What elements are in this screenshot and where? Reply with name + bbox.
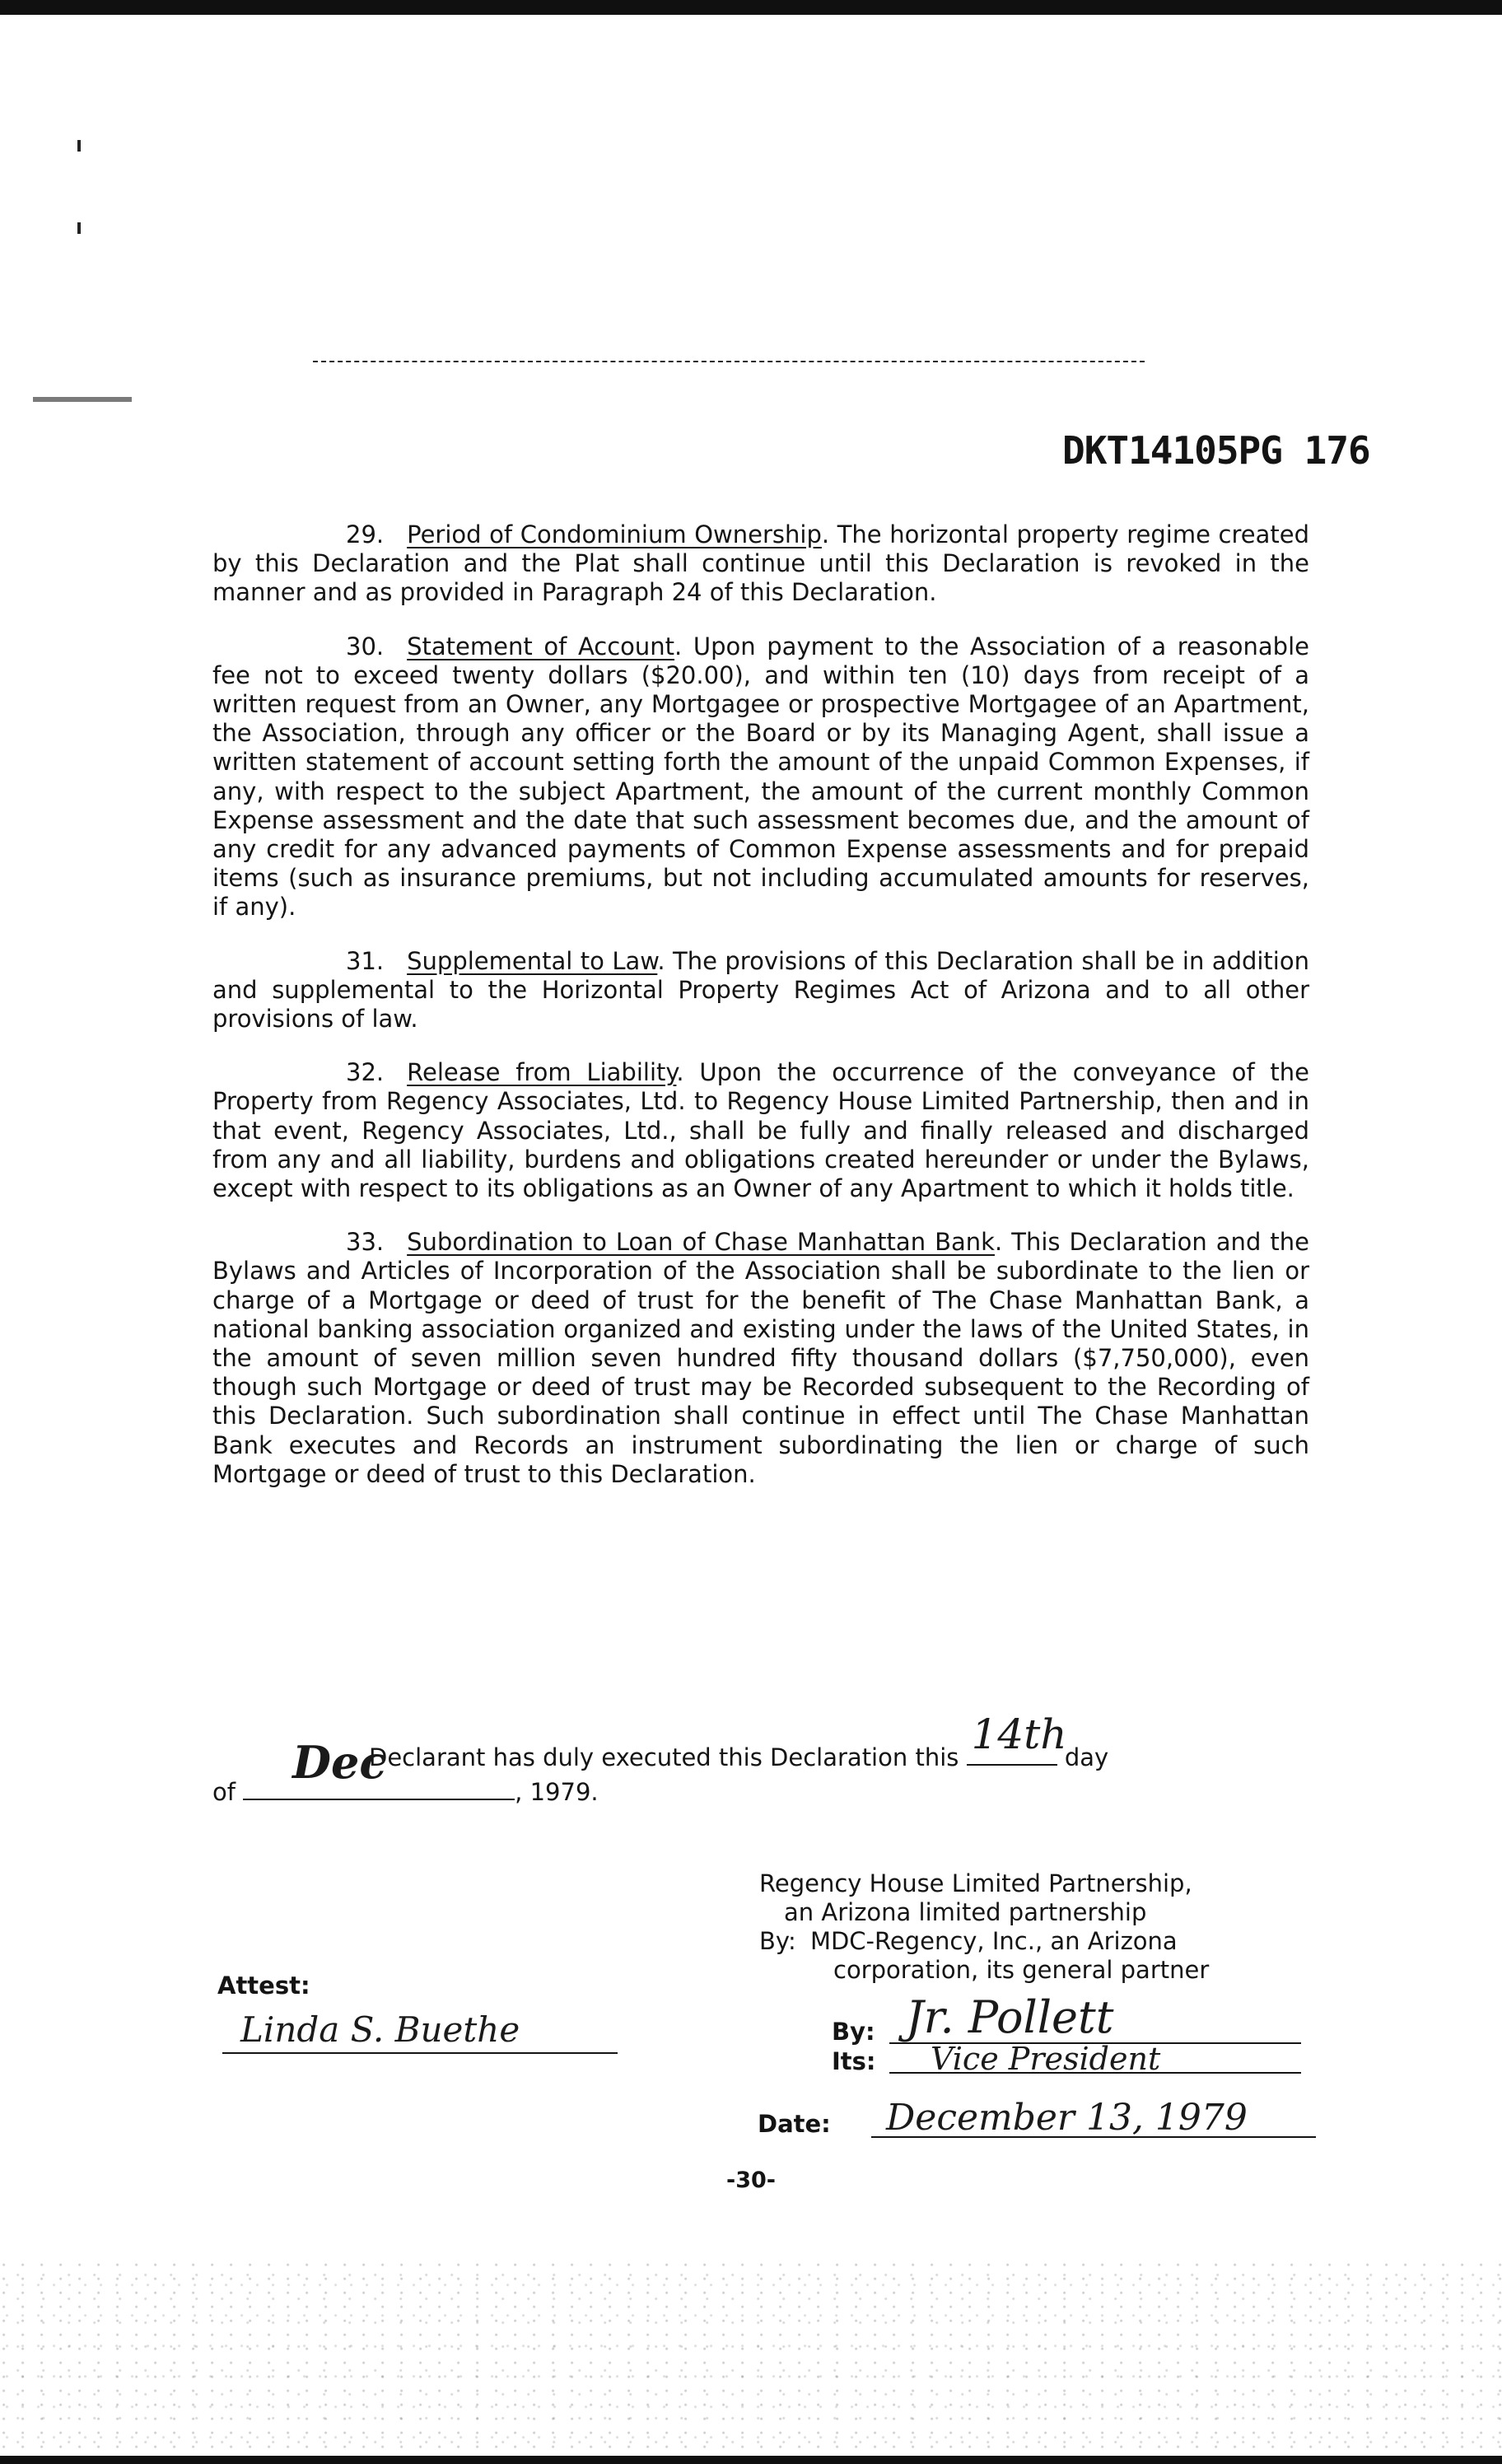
declaration-body [212,520,1309,1514]
attest-signature-line [222,2052,618,2054]
by-label-top: By: [759,1927,796,1955]
paragraph-text: . Upon the occurrence of the conveyance of the Property from Regency Associates, Ltd. to Regency House Limited Partnership, then and in that event, Regency Associates, Ltd., shall be fully and finally released and discharged from any and all liability, burdens and obligations created hereunder or under the Bylaws, except with respect to its obligations as an Owner of any Apartment to which it holds title. [212,1058,1309,1203]
paragraph-heading: Period of Condominium Ownership [407,520,822,548]
handwritten-date: December 13, 1979 [886,2097,1248,2139]
paragraph-heading: Supplemental to Law [407,946,658,975]
entity-line-2: an Arizona limited partnership [784,1898,1147,1926]
scan-speck [77,222,81,234]
date-label: Date: [758,2110,831,2138]
scan-speck [33,397,132,402]
handwritten-month: Dec [292,1736,387,1789]
paragraph-33: 33. Subordination to Loan of Chase Manhattan Bank. This Declaration and the Bylaws and Articles of Incorporation of the Association shall be subordinate to the lien or charge of a Mortgage or deed of trust for the benefit of The Chase Manhattan Bank, a national banking association organized and existing under the laws of the United States, in the amount of seven million seven hundred fifty thousand dollars ($7,750,000), even though such Mortgage or deed of trust may be Recorded subsequent to the Recording of this Declaration. Such subordination shall continue in effect until The Chase Manhattan Bank executes and Records an instrument subordinating the lien or charge of such Mortgage or deed of trust to this Declaration. [212,1228,1309,1488]
its-label: Its: [832,2047,876,2075]
attest-signature: Linda S. Buethe [240,2009,520,2050]
paragraph-text: . The horizontal property regime created by this Declaration and the Plat shall continue until this Declaration is revoked in the manner and as provided in Paragraph 24 of this Declaration. [212,520,1309,607]
entity-line-1: Regency House Limited Partnership, [759,1869,1192,1897]
paragraph-heading: Release from Liability [407,1058,677,1087]
scan-noise-bottom [0,2261,1502,2454]
attest-label: Attest: [217,1972,310,2000]
scan-edge-bottom [0,2456,1502,2464]
month-blank [243,1736,515,1800]
execution-clause: Declarant has duly executed this Declaration this 14th day of Dec , 1979. [212,1710,1109,1806]
page-number: -30- [726,2168,776,2193]
docket-page-reference: DKT14105PG 176 [1062,428,1370,473]
signature-block [759,1869,1209,1985]
paragraph-32: 32. Release from Liability. Upon the occurrence of the conveyance of the Property from Regency Associates, Ltd. to Regency House Limited Partnership, then and in that event, Regency Associates, Ltd., shall be fully and finally released and discharged from any and all liability, burdens and obligations created hereunder or under the Bylaws, except with respect to its obligations as an Owner of any Apartment to which it holds title. [212,1058,1309,1203]
paragraph-31: 31. Supplemental to Law. The provisions of this Declaration shall be in addition and supplemental to the Horizontal Property Regimes Act of Arizona and to all other provisions of law. [212,946,1309,1034]
by-text-2: corporation, its general partner [833,1956,1210,1984]
paragraph-29: 29. Period of Condominium Ownership. The horizontal property regime created by this Declaration and the Plat shall continue until this Declaration is revoked in the manner and as provided in Paragraph 24 of this Declaration. [212,520,1309,607]
paragraph-heading: Subordination to Loan of Chase Manhattan Bank [407,1228,995,1257]
officer-title: Vice President [931,2041,1161,2077]
scan-artifact-rule [313,361,1145,362]
paragraph-30: 30. Statement of Account. Upon payment to the Association of a reasonable fee not to exceed twenty dollars ($20.00), and within ten (10) days from receipt of a written request from an Owner, any Mortgagee or prospective Mortgagee of an Apartment, the Association, through any officer or the Board or by its Managing Agent, shall issue a written statement of account setting forth the amount of the unpaid Common Expenses, if any, with respect to the subject Apartment, the amount of the current monthly Common Expense assessment and the date that such assessment becomes due, and the amount of any credit for any advanced payments of Common Expense assessments and for prepaid items (such as insurance premiums, but not including accumulated amounts for reserves, if any). [212,632,1309,922]
paragraph-text: . This Declaration and the Bylaws and Articles of Incorporation of the Association shall be subordinate to the lien or charge of a Mortgage or deed of trust for the benefit of The Chase Manhattan Bank, a national banking association organized and existing under the laws of the United States, in the amount of seven million seven hundred fifty thousand dollars ($7,750,000), even though such Mortgage or deed of trust may be Recorded subsequent to the Recording of this Declaration. Such subordination shall continue in effect until The Chase Manhattan Bank executes and Records an instrument subordinating the lien or charge of such Mortgage or deed of trust to this Declaration. [212,1228,1309,1488]
officer-signature: Jr. Pollett [906,1991,1114,2043]
paragraph-text: . The provisions of this Declaration shall be in addition and supplemental to the Horizontal Property Regimes Act of Arizona and to all other provisions of law. [212,946,1309,1034]
by-text-1: MDC-Regency, Inc., an Arizona [809,1927,1178,1955]
paragraph-text: . Upon payment to the Association of a reasonable fee not to exceed twenty dollars ($20.00), and within ten (10) days from receipt of a written request from an Owner, any Mortgagee or prospective Mortgagee of an Apartment, the Association, through any officer or the Board or by its Managing Agent, shall issue a written statement of account setting forth the amount of the unpaid Common Expenses, if any, with respect to the subject Apartment, the amount of the current monthly Common Expense assessment and the date that such assessment becomes due, and the amount of any credit for any advanced payments of Common Expense assessments and for prepaid items (such as insurance premiums, but not including accumulated amounts for reserves, if any). [212,632,1309,922]
day-blank [967,1710,1067,1766]
handwritten-day: 14th [971,1710,1067,1758]
by-label: By: [832,2018,875,2046]
scan-speck [77,140,81,152]
scan-edge-top [0,0,1502,15]
paragraph-heading: Statement of Account [407,632,675,660]
